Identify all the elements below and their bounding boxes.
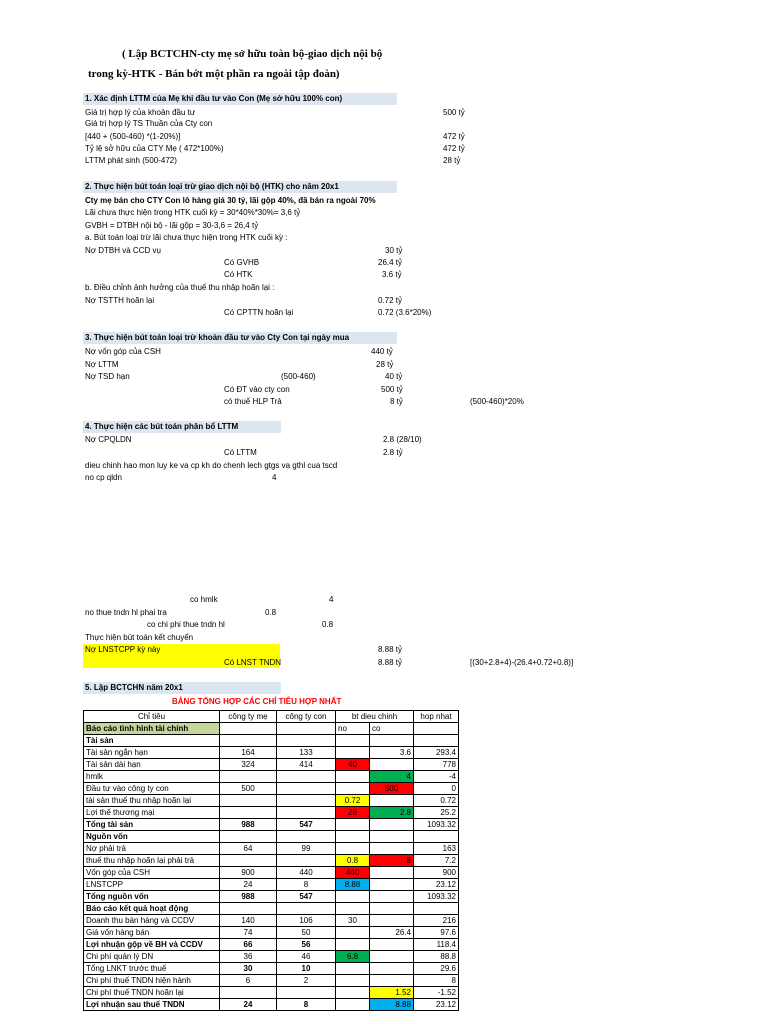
section-4-title: 4. Thực hiện các bút toán phân bổ LTTM [83,421,281,433]
row-label: Chi phí quản lý DN [84,951,220,963]
table-row [84,879,459,891]
cell-con: 133 [277,747,336,759]
cell-me: 6 [220,975,277,987]
s1-row2-label: Giá trị hợp lý TS Thuần của Cty con [85,119,213,128]
table-header-row [84,711,459,723]
s4-line1-label: Nợ CPQLDN [85,435,132,444]
row-label: tài sản thuế thu nhập hoãn lại [84,795,220,807]
cell-no: 6.8 [336,951,370,963]
s4-line10-note: [(30+2.8+4)-(26.4+0.72+0.8)] [470,658,574,667]
cell-no [336,999,370,1011]
s2-line1: Cty mẹ bán cho CTY Con lô hàng giá 30 tỷ, lãi gộp 40%, đã bán ra ngoài 70% [85,196,376,205]
cell-me: 140 [220,915,277,927]
cell-me [220,987,277,999]
cell-co: 8 [370,855,414,867]
cell-co [370,891,414,903]
cell-me [220,855,277,867]
row-label: hmlk [84,771,220,783]
section-3-title: 3. Thực hiện bút toán loại trừ khoản đầu tư vào Cty Con tại ngày mua [83,332,397,344]
s4-line4-value: 4 [272,473,277,482]
cell-no [336,843,370,855]
doc-title-line2: trong kỳ-HTK - Bán bớt một phần ra ngoài tập đoàn) [88,68,340,80]
row-label: Đầu tư vào công ty con [84,783,220,795]
s2-line6-value: 26.4 tỷ [378,258,403,267]
s2-line10-label: Có CPTTN hoãn lại [224,308,294,317]
s4-line7-label: co chi phi thue tndn hl [147,620,225,629]
cell-hn: 293.4 [414,747,459,759]
cell-co: 4 [370,771,414,783]
table-row [84,975,459,987]
cell-con: 8 [277,879,336,891]
table-row [84,747,459,759]
section-1-title: 1. Xác định LTTM của Mẹ khi đầu tư vào Con (Mẹ sở hữu 100% con) [83,93,397,105]
cell-con: 56 [277,939,336,951]
cell-hn: 7.2 [414,855,459,867]
row-label: Tài sản ngắn hạn [84,747,220,759]
cell-co [370,759,414,771]
cell-me: 66 [220,939,277,951]
cell-hn: 23.12 [414,999,459,1011]
cell-co [370,951,414,963]
cell-hn: 97.6 [414,927,459,939]
s4-line1-value: 2.8 (28/10) [383,435,422,444]
s4-line6-value: 0.8 [265,608,277,617]
cell-no [336,927,370,939]
cell-co [370,795,414,807]
cell-con [277,783,336,795]
s4-line8: Thực hiện bút toán kết chuyển [85,633,194,642]
cell-con: 106 [277,915,336,927]
table-row [84,987,459,999]
s4-line7-value: 0.8 [322,620,334,629]
cell-con: 547 [277,891,336,903]
s4-line5-value: 4 [329,595,334,604]
row-label: Tổng tài sản [84,819,220,831]
cell-con: 2 [277,975,336,987]
cell-co [370,867,414,879]
sub-header-co: co [370,723,414,735]
cell-no [336,771,370,783]
s1-row5-value: 28 tỷ [443,156,461,165]
cell-con: 8 [277,999,336,1011]
s1-row1-value: 500 tỷ [443,108,465,117]
cell-me: 74 [220,927,277,939]
row-label: LNSTCPP [84,879,220,891]
cell-me: 988 [220,891,277,903]
cell-co: 500 [370,783,414,795]
cell-no: 8.88 [336,879,370,891]
table-row [84,939,459,951]
cell-con: 10 [277,963,336,975]
table-row [84,843,459,855]
s2-line10-value: 0.72 (3.6*20%) [378,308,432,317]
cell-me [220,771,277,783]
s4-line9-label: Nợ LNSTCPP kỳ này [85,645,161,654]
s2-line5-label: Nợ DTBH và CCD vụ [85,246,161,255]
table-row [84,795,459,807]
row-label: Tổng LNKT trước thuế [84,963,220,975]
cell-con: 547 [277,819,336,831]
cell-co: 2.8 [370,807,414,819]
cell-no [336,987,370,999]
row-label: Lợi nhuận sau thuế TNDN [84,999,220,1011]
cell-co: 3.6 [370,747,414,759]
header-bt-dieu-chinh: bt dieu chinh [336,711,414,723]
table-row [84,783,459,795]
s3-line4-label: Có ĐT vào cty con [224,385,290,394]
cell-no: 440 [336,867,370,879]
row-label: Chi phí thuế TNDN hoãn lại [84,987,220,999]
s2-line8: b. Điều chỉnh ảnh hưởng của thuế thu nhập hoãn lại : [85,283,275,292]
cell-hn: 900 [414,867,459,879]
cell-con: 50 [277,927,336,939]
cell-con [277,795,336,807]
s4-line2-value: 2.8 tỷ [383,448,403,457]
table-row [84,915,459,927]
cell-me: 36 [220,951,277,963]
s3-line2-label: Nợ LTTM [85,360,119,369]
row-label: Lợi nhuận gộp về BH và CCDV [84,939,220,951]
row-label: Báo cáo kết quả hoạt động [84,903,220,915]
s4-line4-label: no cp qldn [85,473,122,482]
table-row [84,807,459,819]
section-5-title: 5. Lập BCTCHN năm 20x1 [83,682,281,694]
s1-row4-value: 472 tỷ [443,144,465,153]
s2-line5-value: 30 tỷ [385,246,403,255]
cell-con [277,807,336,819]
cell-hn: 778 [414,759,459,771]
s3-line1-value: 440 tỷ [371,347,393,356]
cell-hn: 29.6 [414,963,459,975]
cell-no [336,939,370,951]
doc-title-line1: ( Lập BCTCHN-cty mẹ sở hữu toàn bộ-giao dịch nội bộ [122,48,383,60]
s2-line9-value: 0.72 tỷ [378,296,403,305]
cell-hn: 25.2 [414,807,459,819]
cell-hn: 23.12 [414,879,459,891]
cell-con: 46 [277,951,336,963]
cell-me: 988 [220,819,277,831]
cell-hn: 1093.32 [414,891,459,903]
table-row [84,951,459,963]
cell-con: 99 [277,843,336,855]
header-hop-nhat: hop nhat [414,711,459,723]
cell-hn: 163 [414,843,459,855]
s2-line7-value: 3.6 tỷ [382,270,402,279]
s1-row1-label: Giá trị hợp lý của khoản đầu tư [85,108,196,117]
row-label: Nguồn vốn [84,831,220,843]
cell-me [220,795,277,807]
cell-hn: 1093.32 [414,819,459,831]
cell-me: 164 [220,747,277,759]
cell-co [370,879,414,891]
cell-me: 900 [220,867,277,879]
cell-hn: 118.4 [414,939,459,951]
s3-line3-value: 40 tỷ [385,372,403,381]
cell-me: 500 [220,783,277,795]
table-row [84,771,459,783]
cell-no [336,963,370,975]
s4-line10-value: 8.88 tỷ [378,658,403,667]
table-row [84,831,459,843]
s3-line3-mid: (500-460) [281,372,316,381]
row-label: thuế thu nhập hoãn lại phải trả [84,855,220,867]
s4-line10-label: Có LNST TNDN [224,658,282,667]
cell-co: 8.88 [370,999,414,1011]
cell-con: 440 [277,867,336,879]
header-cong-ty-con: công ty con [277,711,336,723]
s4-line5-label: co hmlk [190,595,218,604]
cell-co [370,963,414,975]
cell-me: 24 [220,879,277,891]
table-row [84,903,459,915]
s4-line3: dieu chinh hao mon luy ke va cp kh do chenh lech gtgs va gthl cua tscd [85,461,338,470]
s3-line5-value: 8 tỷ [390,397,403,406]
header-chi-tieu: Chỉ tiêu [84,711,220,723]
s3-line5-note: (500-460)*20% [470,397,524,406]
cell-hn: 8 [414,975,459,987]
cell-hn: 0.72 [414,795,459,807]
cell-co [370,819,414,831]
cell-me [220,807,277,819]
row-label: Tổng nguồn vốn [84,891,220,903]
section-2-title: 2. Thực hiện bút toán loại trừ giao dịch nội bộ (HTK) cho năm 20x1 [83,181,397,193]
row-label: Tài sản [84,735,220,747]
sub-header-no: no [336,723,370,735]
cell-co: 26.4 [370,927,414,939]
row-label: Doanh thu bán hàng và CCDV [84,915,220,927]
s3-line4-value: 500 tỷ [381,385,403,394]
row-label: Báo cáo tình hình tài chính [84,723,220,735]
cell-con: 414 [277,759,336,771]
table-row [84,759,459,771]
row-label: Vốn góp của CSH [84,867,220,879]
cell-me: 324 [220,759,277,771]
s2-line2: Lãi chưa thực hiện trong HTK cuối kỳ = 30*40%*30%= 3,6 tỷ [85,208,301,217]
table-row [84,867,459,879]
cell-hn: 216 [414,915,459,927]
s3-line2-value: 28 tỷ [376,360,394,369]
s1-row4-label: Tỷ lệ sở hữu của CTY Mẹ ( 472*100%) [85,144,224,153]
cell-me: 24 [220,999,277,1011]
cell-con [277,771,336,783]
cell-no: 0.72 [336,795,370,807]
cell-no [336,819,370,831]
cell-me: 64 [220,843,277,855]
cell-hn: -4 [414,771,459,783]
cell-co: 1.52 [370,987,414,999]
cell-no [336,975,370,987]
cell-co [370,975,414,987]
s2-line7-label: Có HTK [224,270,253,279]
s1-row5-label: LTTM phát sinh (500-472) [85,156,177,165]
cell-co [370,915,414,927]
row-label: Tài sản dài hạn [84,759,220,771]
table-row [84,855,459,867]
table-title: BẢNG TỔNG HỢP CÁC CHỈ TIÊU HỢP NHẤT [172,697,342,706]
s2-line9-label: Nợ TSTTH hoãn lại [85,296,155,305]
cell-hn: 0 [414,783,459,795]
cell-no: 0.8 [336,855,370,867]
s1-row3-label: [440 + (500-460) *(1-20%)] [85,132,181,141]
row-label: Nợ phải trả [84,843,220,855]
cell-no [336,783,370,795]
table-row [84,999,459,1011]
s2-line3: GVBH = DTBH nội bộ - lãi gộp = 30-3,6 = 26,4 tỷ [85,221,259,230]
cell-no: 28 [336,807,370,819]
cell-me: 30 [220,963,277,975]
cell-con [277,987,336,999]
cell-hn: 88.8 [414,951,459,963]
s4-line6-label: no thue tndn hl phai tra [85,608,167,617]
s2-line4: a. Bút toán loại trừ lãi chưa thực hiện trong HTK cuối kỳ : [85,233,288,242]
s4-line9-value: 8.88 tỷ [378,645,403,654]
s4-line2-label: Có LTTM [224,448,257,457]
s3-line1-label: Nợ vốn góp của CSH [85,347,161,356]
s3-line5-label: có thuế HLP Trả [224,397,282,406]
cell-no: 40 [336,759,370,771]
row-label: Giá vốn hàng bán [84,927,220,939]
cell-con [277,855,336,867]
s2-line6-label: Có GVHB [224,258,260,267]
cell-no [336,891,370,903]
table-row [84,735,459,747]
cell-co [370,939,414,951]
table-row [84,819,459,831]
s3-line3-label: Nợ TSD hạn [85,372,130,381]
table-row [84,723,459,735]
table-row [84,927,459,939]
s1-row3-value: 472 tỷ [443,132,465,141]
cell-co [370,843,414,855]
row-label: Chi phí thuế TNDN hiện hành [84,975,220,987]
cell-hn: -1.52 [414,987,459,999]
table-row [84,963,459,975]
cell-no: 30 [336,915,370,927]
table-row [84,891,459,903]
consolidated-table [83,710,459,1011]
cell-no [336,747,370,759]
row-label: Lợi thế thương mại [84,807,220,819]
header-cong-ty-me: công ty mẹ [220,711,277,723]
